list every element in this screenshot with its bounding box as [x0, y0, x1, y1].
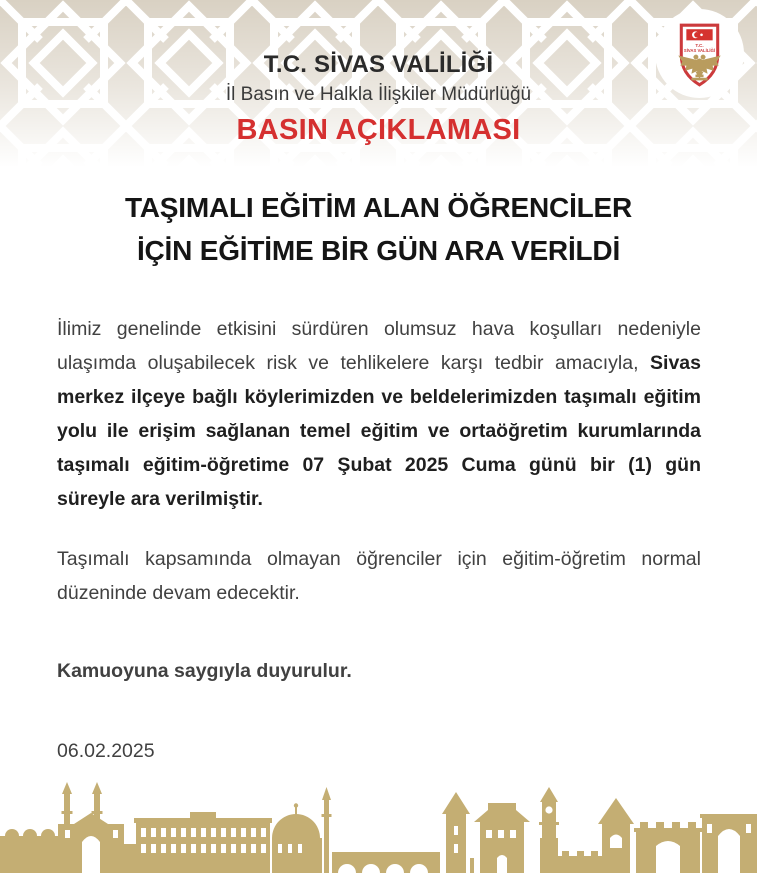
emblem-tc-text: T.C. — [695, 42, 704, 48]
document-header — [0, 47, 757, 148]
title-line-1: TAŞIMALI EĞİTİM ALAN ÖĞRENCİLER — [124, 192, 633, 223]
closing-statement: Kamuoyuna saygıyla duyurulur. — [57, 660, 352, 682]
document-date: 06.02.2025 — [57, 740, 155, 762]
title-line-2: İÇİN EĞİTİME BİR GÜN ARA VERİLDİ — [136, 235, 621, 266]
sivas-skyline-silhouette — [0, 778, 757, 873]
emblem-name-text: SİVAS VALİLİĞİ — [683, 47, 716, 53]
paragraph-1-bold: Sivas merkez ilçeye bağlı köylerimizden ve beldelerimizden taşımalı eğitim yolu ile erişim sağlanan temel eğitim ve ortaöğretim kurumlarında taşımalı eğitim-öğretime 07 Şubat 2025 Cuma günü bir (1) gün süreyle ara verilmiştir. — [57, 352, 701, 510]
announcement-title — [0, 186, 757, 272]
paragraph-1 — [57, 312, 701, 516]
org-title: T.C. SİVAS VALİLİĞİ — [263, 51, 494, 78]
announcement-body — [57, 312, 701, 768]
doc-type-heading: BASIN AÇIKLAMASI — [236, 114, 521, 146]
sivas-governorship-emblem — [655, 9, 744, 98]
paragraph-1-normal: İlimiz genelinde etkisini sürdüren olumsuz hava koşulları nedeniyle ulaşımda oluşabilecek risk ve tehlikelere karşı tedbir amacıyla, — [57, 318, 701, 374]
paragraph-2: Taşımalı kapsamında olmayan öğrenciler için eğitim-öğretim normal düzeninde devam edecektir. — [57, 548, 701, 604]
org-subtitle: İl Basın ve Halkla İlişkiler Müdürlüğü — [225, 84, 532, 105]
